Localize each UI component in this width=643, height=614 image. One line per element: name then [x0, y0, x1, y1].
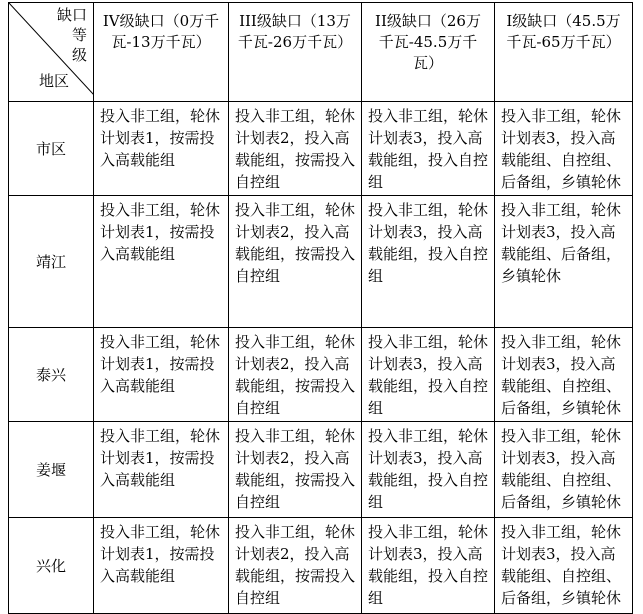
load-shedding-table: [8, 2, 633, 614]
column-header-level-2: II级缺口（26万千瓦-45.5万千瓦）: [362, 3, 495, 102]
corner-label-gap: 缺口: [56, 6, 87, 24]
region-cell: 市区: [9, 102, 94, 196]
region-cell: 姜堰: [9, 422, 94, 518]
table-cell: 投入非工组，轮休计划表1，按需投入高载能组: [94, 518, 229, 614]
table-cell: 投入非工组，轮休计划表3，投入高载能组，投入自控组: [362, 328, 495, 422]
region-cell: 泰兴: [9, 328, 94, 422]
region-cell: 兴化: [9, 518, 94, 614]
table-cell: 投入非工组，轮休计划表3，投入高载能组、自控组、后备组，乡镇轮休: [495, 518, 633, 614]
table-cell: 投入非工组，轮休计划表1，按需投入高载能组: [94, 422, 229, 518]
table-cell: 投入非工组，轮休计划表2，投入高载能组，按需投入自控组: [229, 196, 362, 328]
table-cell: 投入非工组，轮休计划表3，投入高载能组、自控组、后备组，乡镇轮休: [495, 102, 633, 196]
table-row: [9, 328, 633, 422]
table-row: [9, 422, 633, 518]
corner-header-cell: [9, 3, 94, 102]
table-cell: 投入非工组，轮休计划表3，投入高载能组、后备组，乡镇轮休: [495, 196, 633, 328]
table-row: [9, 196, 633, 328]
table-cell: 投入非工组，轮休计划表2，投入高载能组，按需投入自控组: [229, 422, 362, 518]
table-cell: 投入非工组，轮休计划表3，投入高载能组，投入自控组: [362, 422, 495, 518]
column-header-level-4: IV级缺口（0万千瓦-13万千瓦）: [94, 3, 229, 102]
table-cell: 投入非工组，轮休计划表3，投入高载能组、自控组、后备组，乡镇轮休: [495, 422, 633, 518]
table-row: [9, 102, 633, 196]
table-cell: 投入非工组，轮休计划表2，投入高载能组，按需投入自控组: [229, 328, 362, 422]
table-cell: 投入非工组，轮休计划表3，投入高载能组，投入自控组: [362, 518, 495, 614]
corner-label-region: 地区: [39, 72, 70, 90]
column-header-level-1: I级缺口（45.5万千瓦-65万千瓦）: [495, 3, 633, 102]
table-row: [9, 518, 633, 614]
table-cell: 投入非工组，轮休计划表3，投入高载能组、自控组、后备组，乡镇轮休: [495, 328, 633, 422]
table-cell: 投入非工组，轮休计划表2，投入高载能组，按需投入自控组: [229, 518, 362, 614]
table-cell: 投入非工组，轮休计划表3，投入高载能组，投入自控组: [362, 196, 495, 328]
table-cell: 投入非工组，轮休计划表1，按需投入高载能组: [94, 328, 229, 422]
column-header-level-3: III级缺口（13万千瓦-26万千瓦）: [229, 3, 362, 102]
table-cell: 投入非工组，轮休计划表1，按需投入高载能组: [94, 102, 229, 196]
corner-label-level: 等级: [71, 26, 87, 64]
table-cell: 投入非工组，轮休计划表2，投入高载能组，按需投入自控组: [229, 102, 362, 196]
region-cell: 靖江: [9, 196, 94, 328]
table-cell: 投入非工组，轮休计划表1，按需投入高载能组: [94, 196, 229, 328]
header-row: [9, 3, 633, 102]
table-cell: 投入非工组，轮休计划表3，投入高载能组，投入自控组: [362, 102, 495, 196]
